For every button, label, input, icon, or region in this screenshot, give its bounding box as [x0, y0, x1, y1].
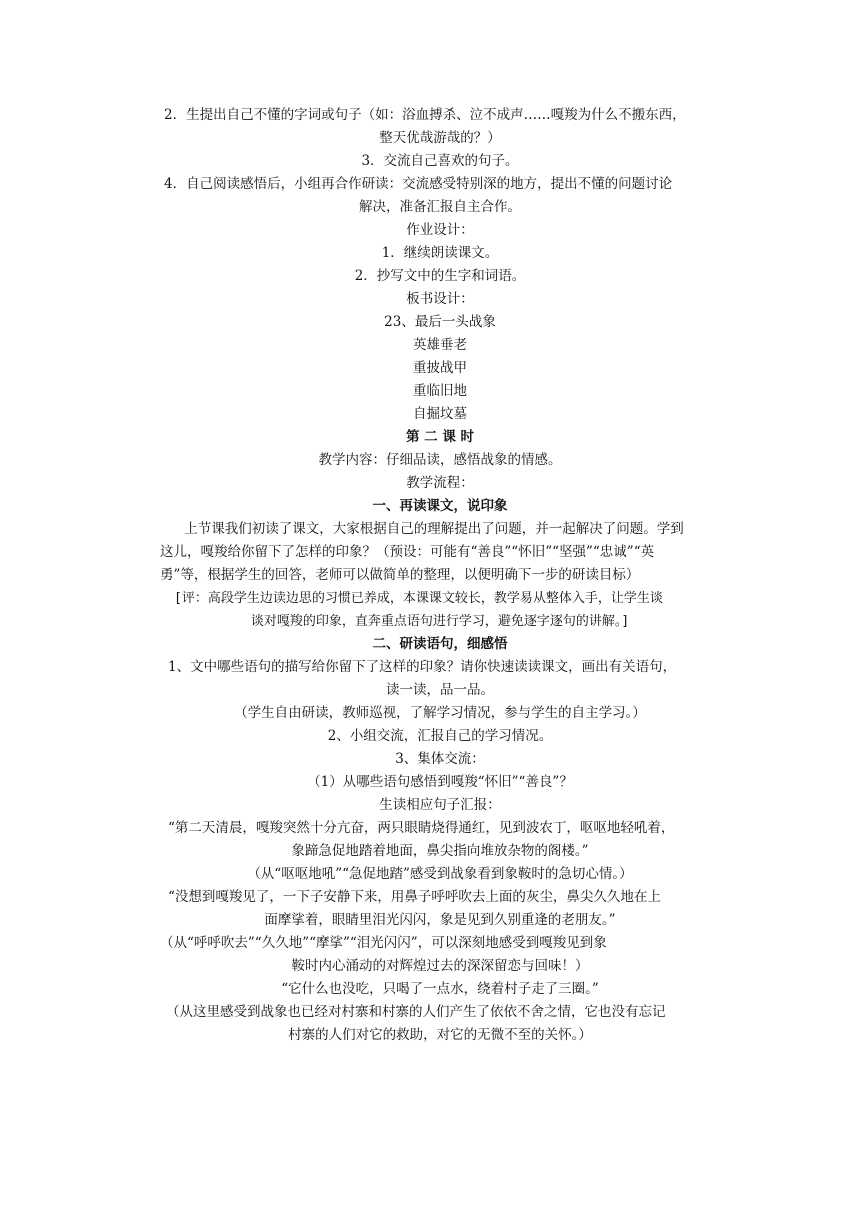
text-line: 2．抄写文中的生字和词语。: [354, 268, 526, 284]
board-line: 自掘坟墓: [413, 406, 467, 422]
text-line: 教学内容：仔细品读，感悟战象的情感。: [318, 452, 562, 468]
board-heading: 板书设计：: [406, 291, 474, 307]
text-line: （从这里感受到战象也已经对村寨和村寨的人们产生了依依不舍之情，它也没有忘记: [166, 1004, 666, 1020]
text-line: （从“呕呕地吼”“急促地踏”感受到战象看到象鞍时的急切心情。）: [247, 866, 633, 882]
text-line: 1、文中哪些语句的描写给你留下了这样的印象？请你快速读读课文，画出有关语句，: [168, 659, 677, 675]
text-line: 生读相应句子汇报：: [379, 797, 501, 813]
text-line: 3．交流自己喜欢的句子。: [361, 153, 519, 169]
text-line: 教学流程：: [406, 475, 474, 491]
text-line: 2．生提出自己不懂的字词或句子（如：浴血搏杀、泣不成声……嘎羧为什么不搬东西，: [164, 107, 686, 123]
section-heading: 一、再读课文，说印象: [372, 498, 508, 514]
comment-line: [评：高段学生边读边思的习惯已养成，本课课文较长，教学易从整体入手，让学生谈: [174, 591, 663, 606]
board-line: 英雄垂老: [413, 337, 467, 353]
paragraph-line: 这儿，嘎羧给你留下了怎样的印象？（预设：可能有“善良”“怀旧”“坚强”“忠诚”“英: [160, 544, 655, 560]
text-line: （学生自由研读，教师巡视，了解学习情况，参与学生的自主学习。）: [234, 705, 646, 721]
quote-line: “没想到嘎羧见了，一下子安静下来，用鼻子呼呼吹去上面的灰尘，鼻尖久久地在上: [168, 889, 661, 905]
text-line: （从“呼呼吹去”“久久地”“摩挲”“泪光闪闪”，可以深刻地感受到嘎羧见到象: [160, 935, 607, 951]
board-line: 23、最后一头战象: [384, 314, 496, 330]
text-line: （1）从哪些语句感悟到嘎羧“怀旧”“善良”？: [307, 774, 573, 790]
paragraph-line: 勇”等，根据学生的回答，老师可以做简单的整理，以便明确下一步的研读目标）: [160, 567, 640, 583]
quote-line: 面摩挲着，眼睛里泪光闪闪，象是见到久别重逢的老朋友。”: [264, 912, 616, 928]
quote-line: “它什么也没吃，只喝了一点水，绕着村子走了三圈。”: [281, 981, 599, 997]
board-line: 重披战甲: [413, 360, 467, 376]
quote-line: 象蹄急促地踏着地面，鼻尖指向堆放杂物的阁楼。”: [291, 843, 589, 859]
text-line: 3、集体交流：: [395, 751, 485, 767]
text-line: 解决，准备汇报自主合作。: [359, 199, 521, 215]
text-line: 2、小组交流，汇报自己的学习情况。: [327, 728, 553, 744]
text-line: 读一读，品一品。: [386, 682, 494, 698]
quote-line: “第二天清晨，嘎羧突然十分亢奋，两只眼睛烧得通红，见到波农丁，呕呕地轻吼着，: [168, 820, 675, 836]
text-line: 1．继续朗读课文。: [381, 245, 499, 261]
lesson-heading: 第 二 课 时: [405, 429, 475, 445]
paragraph-line: 上节课我们初读了课文，大家根据自己的理解提出了问题，并一起解决了问题。学到: [184, 521, 684, 537]
text-line: 村寨的人们对它的救助，对它的无微不至的关怀。）: [288, 1027, 592, 1043]
section-heading: 二、研读语句，细感悟: [372, 636, 508, 652]
board-line: 重临旧地: [413, 383, 467, 399]
homework-heading: 作业设计：: [406, 222, 474, 238]
text-line: 4．自己阅读感悟后，小组再合作研读：交流感受特别深的地方，提出不懂的问题讨论: [164, 176, 673, 192]
text-line: 鞍时内心涌动的对辉煌过去的深深留恋与回味！）: [291, 958, 589, 974]
document-body: [160, 104, 720, 1047]
comment-line: 谈对嘎羧的印象，直奔重点语句进行学习，避免逐字逐句的讲解。]: [250, 614, 630, 629]
text-line: 整天优哉游哉的？）: [379, 130, 501, 146]
